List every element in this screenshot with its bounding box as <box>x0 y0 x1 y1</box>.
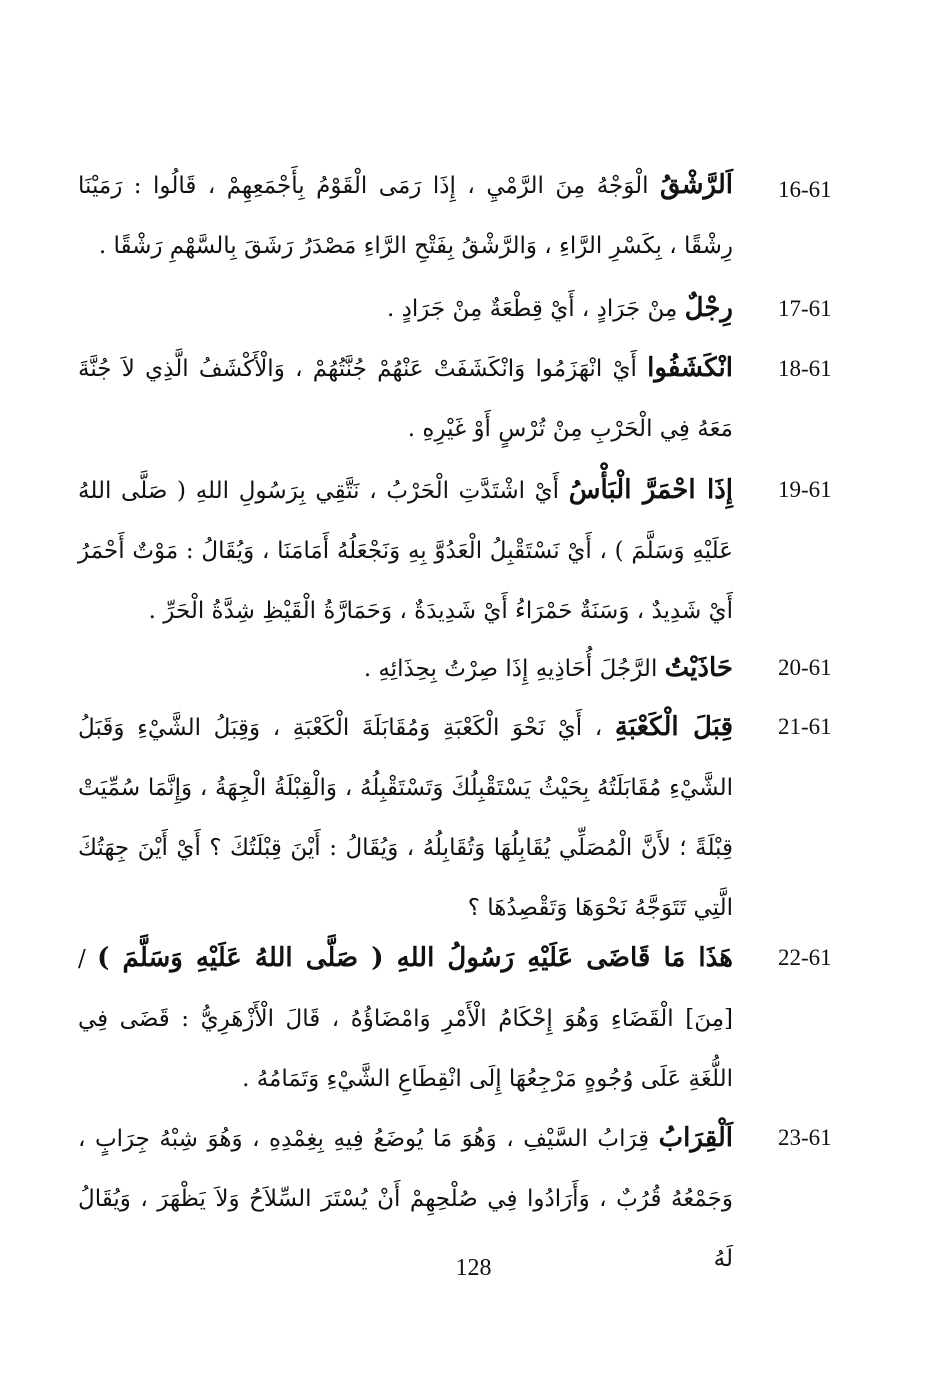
entry-text <box>78 638 733 699</box>
entry-headword: إِذَا احْمَرَّ الْبَأْسُ <box>568 475 734 505</box>
entry-number: 22-61 <box>778 945 832 970</box>
entry-number: 17-61 <box>778 296 832 321</box>
entry-number: 23-61 <box>778 1125 832 1150</box>
entry-body: / [مِنَ] الْقَضَاءِ وَهُوَ إِحْكَامُ الْأَمْرِ وَامْضَاؤُهُ ، قَالَ الْأَزْهَرِيُّ : قَضَى فِي اللُّغَةِ عَلَى وُجُوهٍ مَرْجِعُهَا إِلَى انْقِطَاعِ الشَّيْءِ وَتَمَامُهُ . <box>78 946 733 1092</box>
entry-body: ، أَيْ نَحْوَ الْكَعْبَةِ وَمُقَابَلَةَ الْكَعْبَةِ ، وَقِبَلُ الشَّيْءِ وَقَبَلُ الشَّيْءِ مُقَابَلَتُهُ بِحَيْثُ يَسْتَقْبِلُكَ وَتَسْتَقْبِلُهُ ، وَالْقِبْلَةُ الْجِهَةُ ، وَإِنَّمَا سُمِّيَتْ قِبْلَةً ؛ لأَنَّ الْمُصَلِّي يُقَابِلُهَا وَتُقَابِلُهُ ، وَيُقَالُ : أَيْنَ قِبْلَتُكَ ؟ أَيْ أَيْنَ جِهَتُكَ الَّتِي تَتَوَجَّهُ نَحْوَهَا وَتَقْصِدُهَا ؟ <box>78 715 733 921</box>
entry-number: 19-61 <box>778 477 832 502</box>
entry-headword: اَلْقِرَابُ <box>658 1123 733 1153</box>
entry-text <box>78 697 733 938</box>
entry-headword: انْكَشَفُوا <box>647 353 733 383</box>
entry-body: قِرَابُ السَّيْفِ ، وَهُوَ مَا يُوضَعُ فِيهِ بِغِمْدِهِ ، وَهُوَ شِبْهُ جِرَابٍ ، وَجَمْعُهُ قُرُبٌ ، وَأَرَادُوا فِي صُلْحِهِمْ أَنْ يُسْتَرَ السِّلاَحُ وَلاَ يَظْهَرَ ، وَيُقَالُ لَهُ <box>78 1126 733 1272</box>
entry-text <box>78 928 733 1109</box>
entry-text <box>78 338 733 459</box>
entry-body: أَيْ انْهَزَمُوا وَانْكَشَفَتْ عَنْهُمْ جُنَّتُهُمْ ، وَالْأَكْشَفُ الَّذِي لاَ جُنَّةَ مَعَهُ فِي الْحَرْبِ مِنْ تُرْسٍ أَوْ غَيْرِهِ . <box>78 356 733 442</box>
entry-headword: قِبَلَ الْكَعْبَةِ <box>614 712 733 742</box>
entry-body: الرَّجُلَ أُحَاذِيهِ إِذَا صِرْتُ بِحِذَائِهِ . <box>363 656 665 682</box>
entry-number: 18-61 <box>778 356 832 381</box>
entry-text <box>78 278 733 339</box>
entry-number: 16-61 <box>778 177 832 202</box>
entry-headword: حَاذَيْتُ <box>664 653 733 683</box>
entry-number: 20-61 <box>778 655 832 680</box>
entry-body: مِنْ جَرَادٍ ، أَيْ قِطْعَةٌ مِنْ جَرَادٍ . <box>387 296 685 322</box>
entry-body: أَيْ اشْتَدَّتِ الْحَرْبُ ، نَتَّقِي بِرَسُولِ اللهِ ( صَلَّى اللهُ عَلَيْهِ وَسَلَّمَ ) ، أَيْ نَسْتَقْبِلُ الْعَدُوَّ بِهِ وَنَجْعَلُهُ أَمَامَنَا ، وَيُقَالُ : مَوْتٌ أَحْمَرُ أَيْ شَدِيدٌ ، وَسَنَةٌ حَمْرَاءُ أَيْ شَدِيدَةٌ ، وَحَمَارَّةُ الْقَيْظِ شِدَّةُ الْحَرِّ . <box>78 478 733 624</box>
entry-headword: رِجْلٌ <box>684 293 733 323</box>
entry-headword: هَذَا مَا قَاضَى عَلَيْهِ رَسُولُ اللهِ ( صَلَّى اللهُ عَلَيْهِ وَسَلَّمَ ) <box>97 943 733 973</box>
entry-text <box>78 460 733 641</box>
page-number: 128 <box>455 1255 492 1281</box>
entry-headword: اَلرَّشْقُ <box>660 170 733 200</box>
entry-text <box>78 155 733 276</box>
entry-body: الْوَجْهُ مِنَ الرَّمْيِ ، إِذَا رَمَى الْقَوْمُ بِأَجْمَعِهِمْ ، قَالُوا : رَمَيْنَا رِشْقًا ، بِكَسْرِ الرَّاءِ ، وَالرَّشْقُ بِفَتْحِ الرَّاءِ مَصْدَرُ رَشَقَ بِالسَّهْمِ رَشْقًا . <box>78 173 733 259</box>
entry-number: 21-61 <box>778 714 832 739</box>
